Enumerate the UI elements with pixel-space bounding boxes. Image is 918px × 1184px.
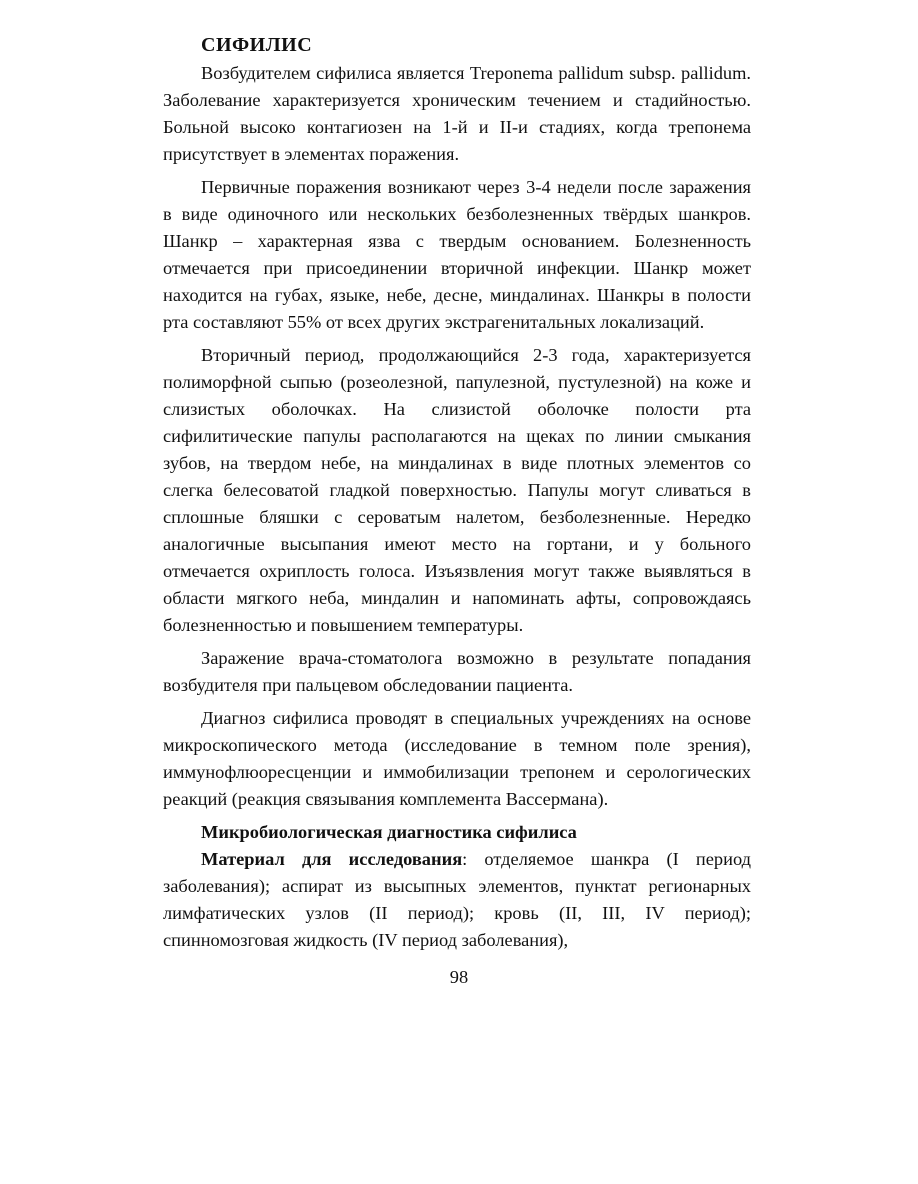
paragraph-diagnosis: Диагноз сифилиса проводят в специальных учреждениях на основе микроскопического метода (исследование в темном поле зрения), иммунофлюоресценции и иммобилизации трепонем и серологических реакций (реакция связывания комплемента Вассермана). <box>163 708 751 809</box>
paragraph-primary-lesions: Первичные поражения возникают через 3-4 недели после заражения в виде одиночного или нескольких безболезненных твёрдых шанкров. Шанкр – характерная язва с твердым основанием. Болезненность отмечается при присоединении вторичной инфекции. Шанкр может находится на губах, языке, небе, десне, миндалинах. Шанкры в полости рта составляют 55% от всех других экстрагенитальных локализаций. <box>163 177 751 332</box>
material-lead: Материал для исследования <box>201 849 463 869</box>
section-title: СИФИЛИС <box>201 34 313 56</box>
paragraph-secondary-period: Вторичный период, продолжающийся 2-3 года, характеризуется полиморфной сыпью (розеолезной, папулезной, пустулезной) на коже и слизистых оболочках. На слизистой оболочке полости рта сифилитические папулы располагаются на щеках по линии смыкания зубов, на твердом небе, на миндалинах в виде плотных элементов со слегка белесоватой гладкой поверхностью. Папулы могут сливаться в сплошные бляшки с сероватым налетом, безболезненные. Нередко аналогичные высыпания имеют место на гортани, и у больного отмечается охриплость голоса. Изъязвления могут также выявляться в области мягкого неба, миндалин и напоминать афты, сопровождаясь болезненностью и повышением температуры. <box>163 345 751 635</box>
subsection-title: Микробиологическая диагностика сифилиса <box>201 822 577 842</box>
paragraph-dentist-infection: Заражение врача-стоматолога возможно в результате попадания возбудителя при пальцевом обследовании пациента. <box>163 648 751 695</box>
paragraph-material <box>163 846 751 954</box>
paragraph-pathogen: Возбудителем сифилиса является Treponema pallidum subsp. pallidum. Заболевание характеризуется хроническим течением и стадийностью. Больной высоко контагиозен на 1-й и II-и стадиях, когда трепонема присутствует в элементах поражения. <box>163 63 751 164</box>
page-number: 98 <box>449 967 469 987</box>
document-page <box>163 32 751 960</box>
material-text: : отделяемое шанкра (I период заболевания); аспират из высыпных элементов, пунктат регионарных лимфатических узлов (II период); кровь (II, III, IV период); спинномозговая жидкость (IV период заболевания), <box>163 849 751 950</box>
